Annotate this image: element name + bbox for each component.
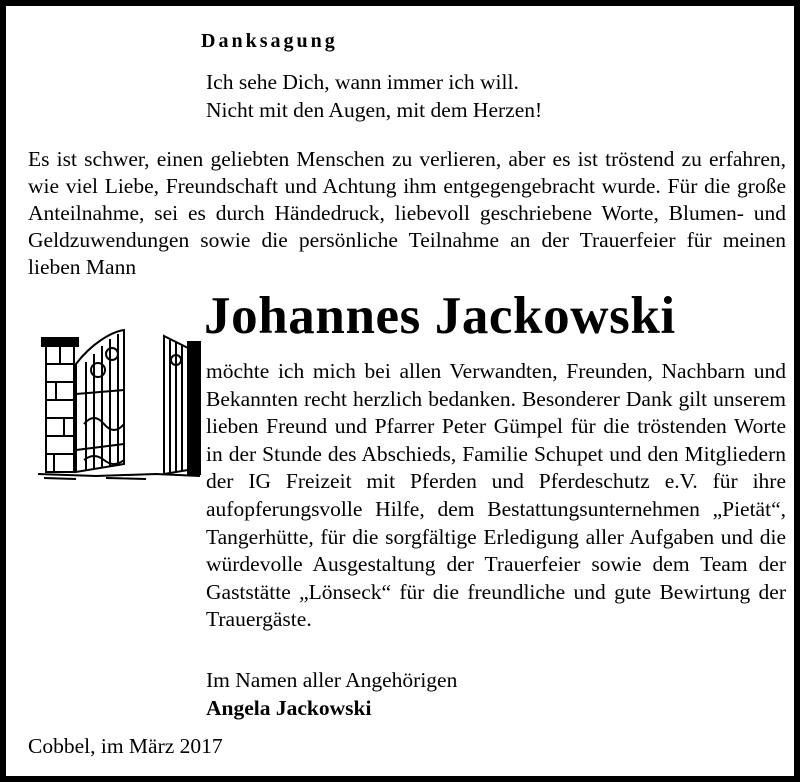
- verse: [206, 68, 542, 124]
- closing-line: Im Namen aller Angehörigen: [206, 668, 458, 692]
- body-paragraph: möchte ich mich bei allen Verwandten, Freunden, Nachbarn und Bekannten recht herzlich bedanken. Besonderer Dank gilt unserem lieben Freund und Pfarrer Peter Gümpel für die tröstenden Worte in der Stunde des Abschieds, Familie Schupet und den Mitgliedern der IG Freizeit mit Pferden und Pferdeschutz e.V. für ihre aufopferungsvolle Hilfe, dem Bestattungsunternehmen „Pietät“, Tangerhütte, für die sorgfältige Erledigung aller Aufgaben und die würdevolle Ausgestaltung der Trauerfeier sowie dem Team der Gaststätte „Lönseck“ für die freundliche und gute Bewirtung der Trauergäste.: [206, 359, 786, 632]
- deceased-name: Johannes Jackowski: [204, 287, 676, 345]
- verse-line-1: Ich sehe Dich, wann immer ich will.: [206, 70, 519, 94]
- open-garden-gate-icon: [36, 324, 202, 480]
- intro-paragraph: Es ist schwer, einen geliebten Menschen zu verlieren, aber es ist tröstend zu erfahren, wie viel Liebe, Freundschaft und Achtung ihm entgegengebracht wurde. Für die große Anteilnahme, sei es durch Händedruck, liebevoll geschriebene Worte, Blumen- und Geldzuwendungen sowie die persönliche Teilnahme an der Trauerfeier für meinen lieben Mann: [28, 147, 786, 279]
- signature-block: [206, 666, 457, 722]
- place-date: Cobbel, im März 2017: [28, 734, 223, 758]
- verse-line-2: Nicht mit den Augen, mit dem Herzen!: [206, 98, 543, 122]
- notice-heading: Danksagung: [201, 30, 338, 52]
- signer-name: Angela Jackowski: [206, 696, 372, 720]
